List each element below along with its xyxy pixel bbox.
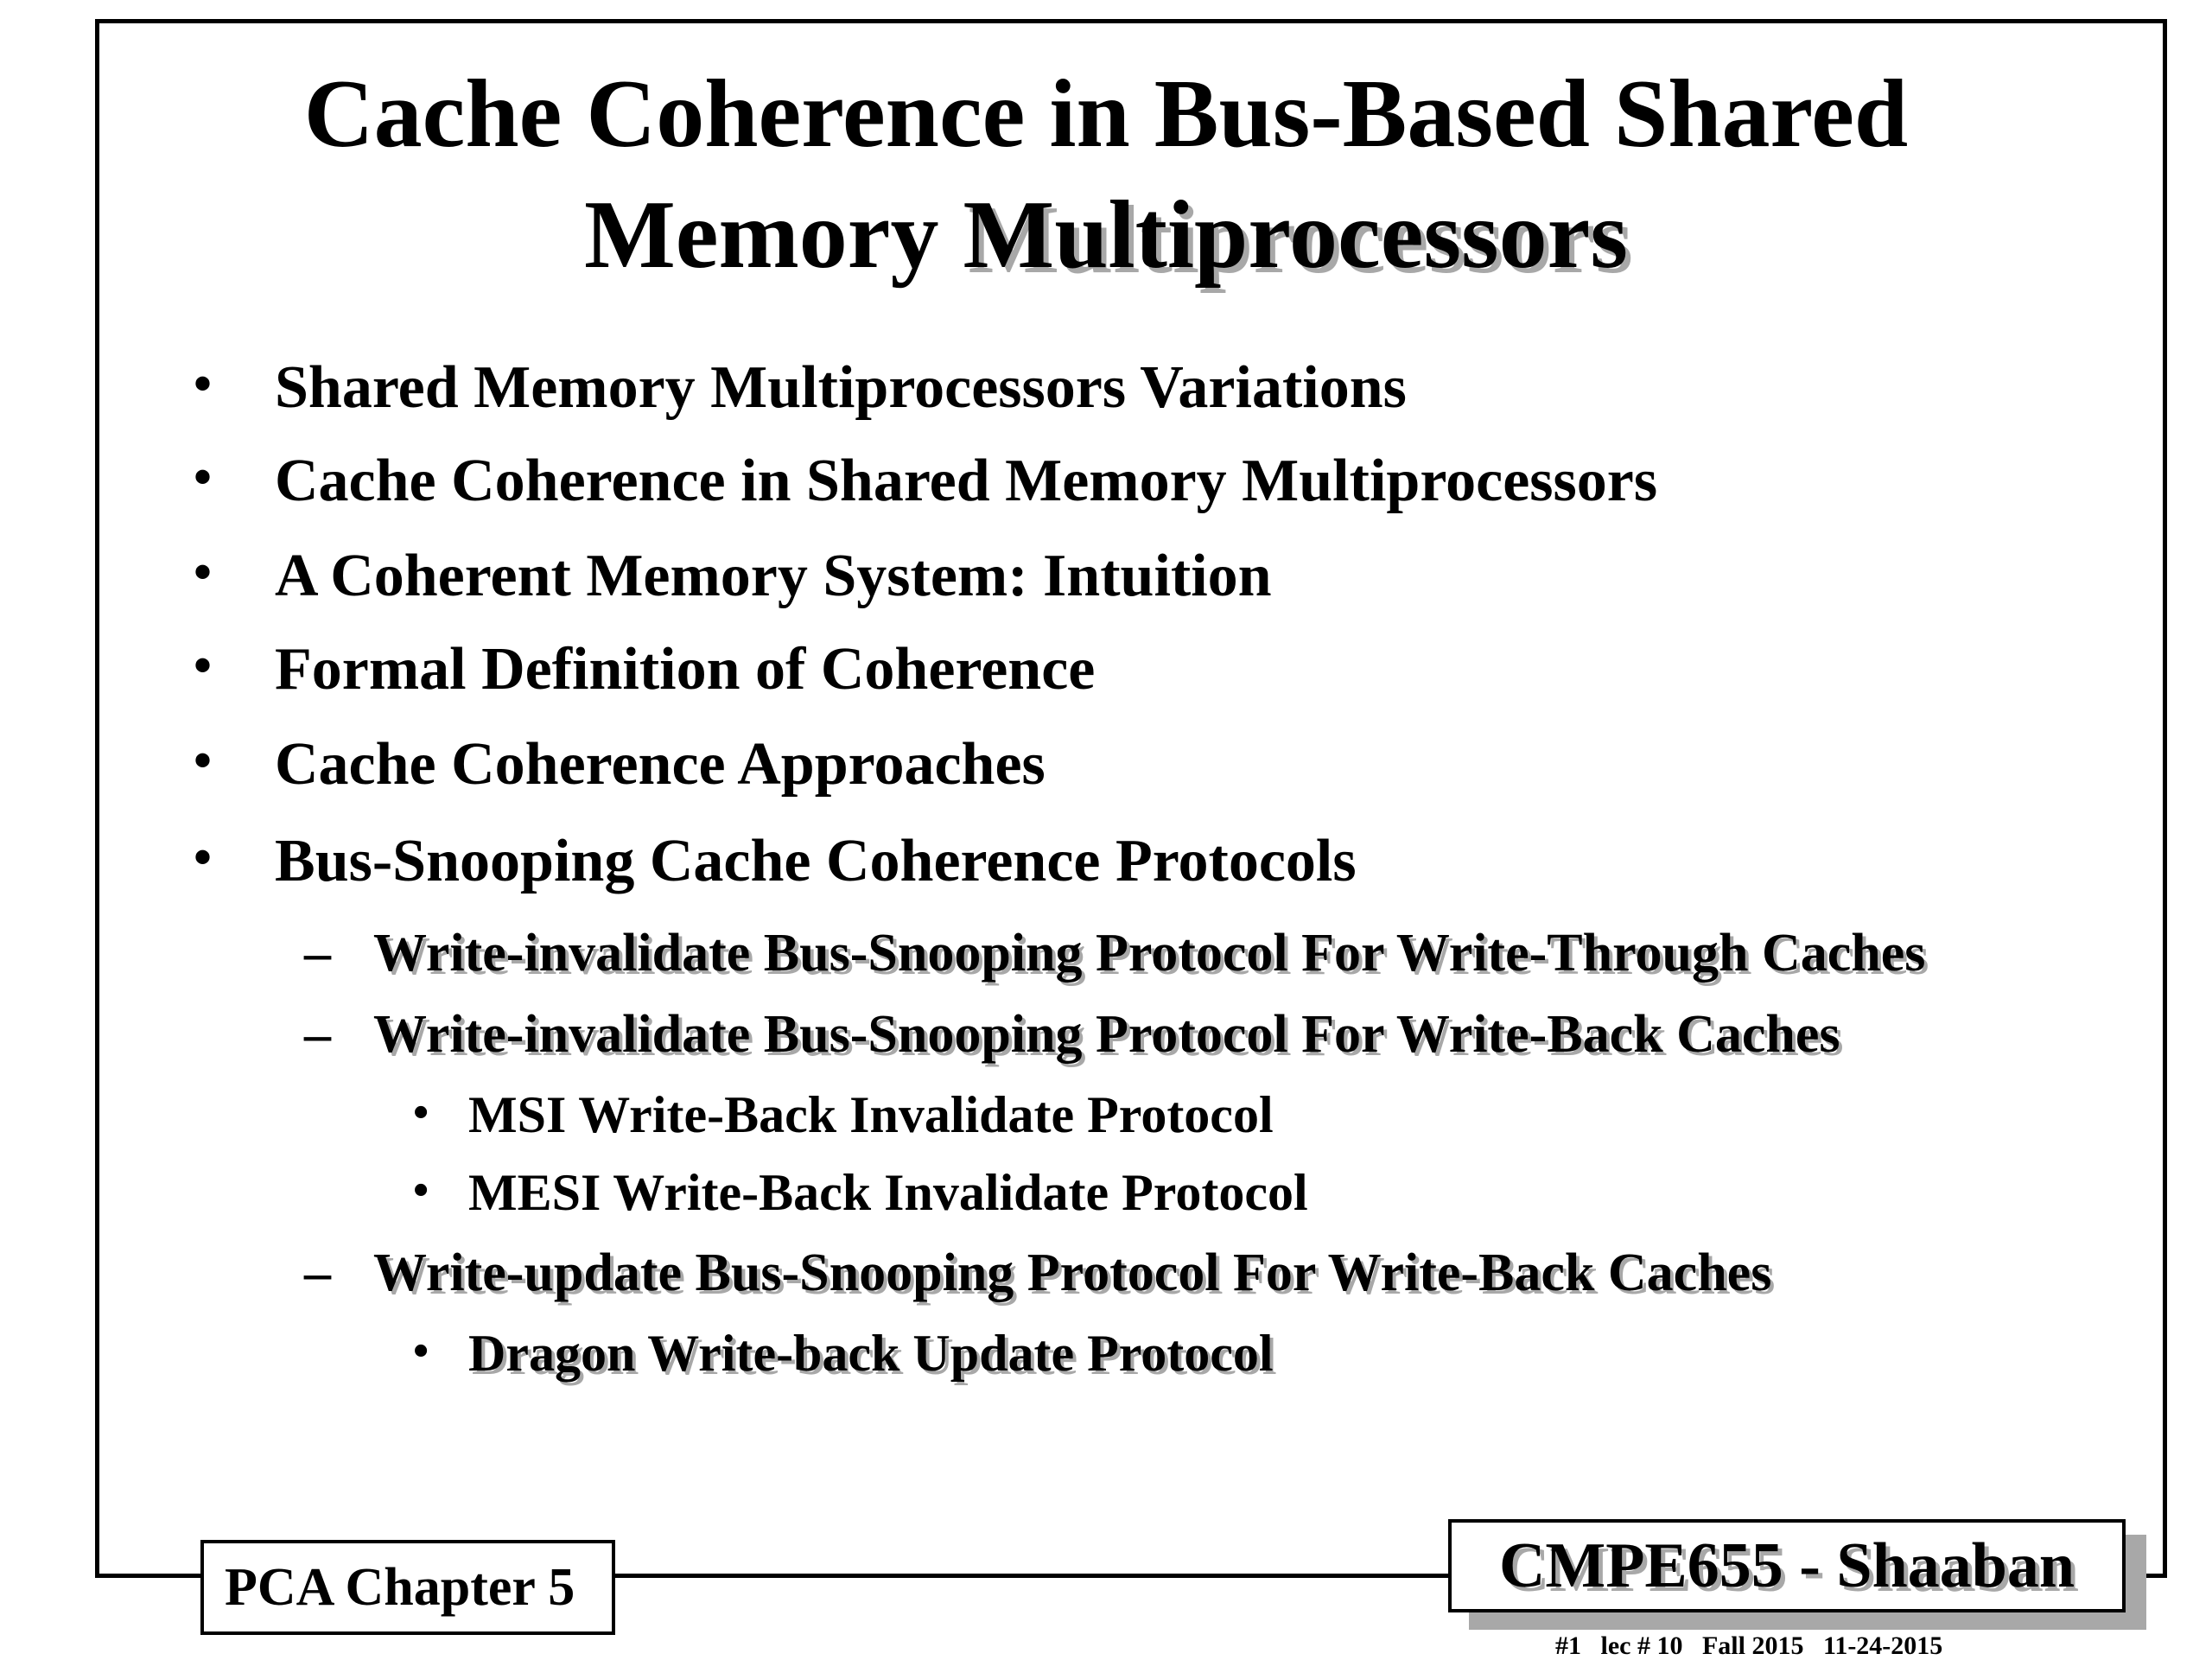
bullet-marker: • <box>413 1166 429 1215</box>
bullet-marker: • <box>194 829 213 886</box>
list-item-text: A Coherent Memory System: Intuition <box>275 543 1272 609</box>
dash-marker: – <box>304 924 331 983</box>
course-label-box: CMPE655 - Shaaban <box>1448 1519 2126 1612</box>
list-item-text: Formal Definition of Coherence <box>275 636 1096 703</box>
list-subsubitem-text: MSI Write-Back Invalidate Protocol <box>468 1086 1274 1143</box>
date: 11-24-2015 <box>1822 1631 1943 1660</box>
dash-marker: – <box>304 1005 331 1064</box>
chapter-label-box: PCA Chapter 5 <box>200 1540 615 1635</box>
list-subitem <box>304 924 1926 983</box>
list-item <box>194 354 1407 421</box>
slide-title-line-1: Cache Coherence in Bus-Based Shared <box>303 60 1909 168</box>
list-subsubitem <box>413 1325 1274 1382</box>
list-subitem-text: Write-update Bus-Snooping Protocol For Write-Back Caches <box>373 1243 1772 1302</box>
title-line-2-part-a: Memory <box>584 181 963 289</box>
list-item <box>194 448 1658 514</box>
lecture-number: lec # 10 <box>1600 1631 1683 1660</box>
slide-number: #1 <box>1555 1631 1581 1660</box>
list-item <box>194 731 1046 798</box>
list-subitem <box>304 1243 1772 1302</box>
list-item-text: Bus-Snooping Cache Coherence Protocols <box>275 828 1357 894</box>
bullet-marker: • <box>194 637 213 694</box>
list-item <box>194 543 1272 609</box>
slide-footer-info <box>1555 1633 2039 1659</box>
bullet-marker: • <box>413 1326 429 1376</box>
list-subsubitem <box>413 1164 1308 1221</box>
list-subsubitem <box>413 1086 1274 1143</box>
list-subsubitem-text: Dragon Write-back Update Protocol <box>468 1325 1274 1382</box>
list-item-text: Cache Coherence Approaches <box>275 731 1046 798</box>
list-subitem <box>304 1005 1840 1064</box>
term: Fall 2015 <box>1701 1631 1804 1660</box>
bullet-marker: • <box>194 732 213 789</box>
list-item-text: Cache Coherence in Shared Memory Multiprocessors <box>275 448 1658 514</box>
bullet-marker: • <box>194 544 213 601</box>
list-subsubitem-text: MESI Write-Back Invalidate Protocol <box>468 1164 1308 1221</box>
list-item <box>194 636 1096 703</box>
list-subitem-text: Write-invalidate Bus-Snooping Protocol For Write-Through Caches <box>373 924 1926 983</box>
bullet-marker: • <box>413 1088 429 1137</box>
dash-marker: – <box>304 1243 331 1302</box>
list-item <box>194 828 1357 894</box>
bullet-marker: • <box>194 448 213 506</box>
list-subitem-text: Write-invalidate Bus-Snooping Protocol For Write-Back Caches <box>373 1005 1840 1064</box>
bullet-marker: • <box>194 355 213 412</box>
title-line-2-part-b: Multiprocessors <box>963 181 1628 289</box>
list-item-text: Shared Memory Multiprocessors Variations <box>275 354 1407 421</box>
